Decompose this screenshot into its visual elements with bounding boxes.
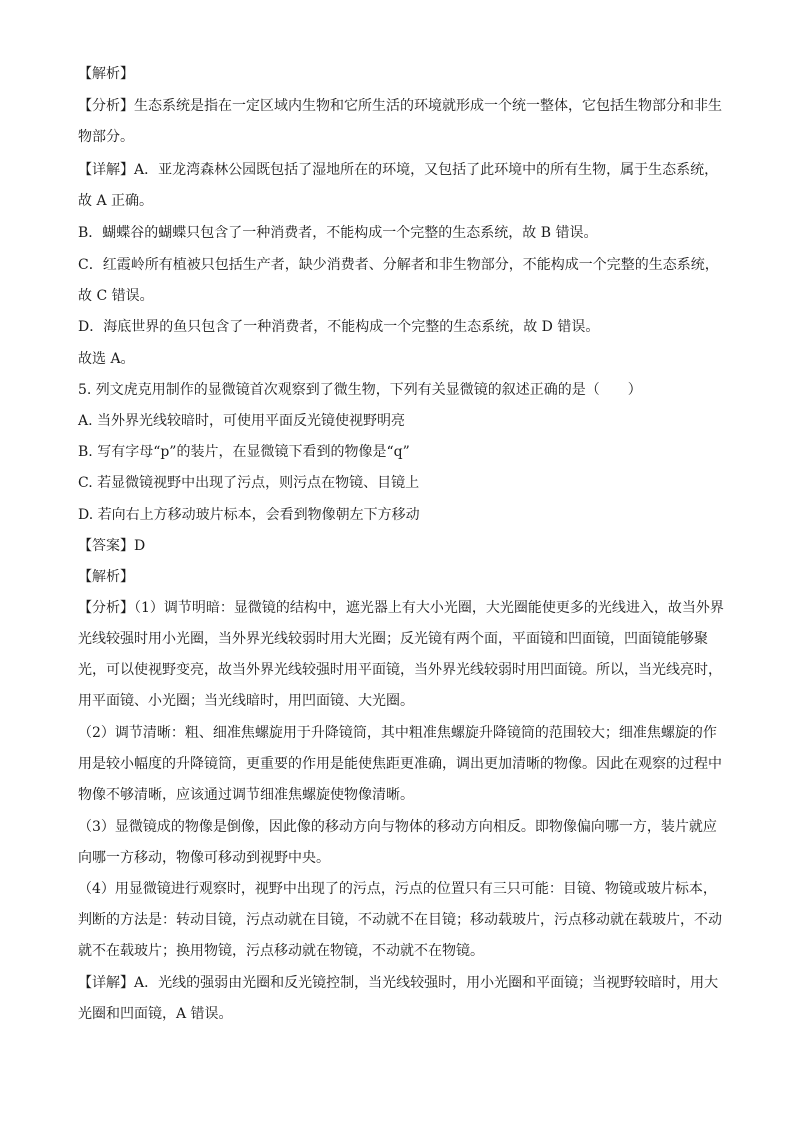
paragraph-line: C．红霞岭所有植被只包括生产者，缺少消费者、分解者和非生物部分，不能构成一个完整的生态系统， — [78, 257, 719, 273]
paragraph-line: （4）用显微镜进行观察时，视野中出现了的污点，污点的位置只有三只可能：目镜、物镜或玻片标本， — [78, 881, 717, 897]
paragraph-line: 【详解】A．光线的强弱由光圈和反光镜控制，当光线较强时，用小光圈和平面镜；当视野较暗时，用大 — [78, 975, 719, 991]
paragraph-line: 就不在载玻片；换用物镜，污点移动就在物镜，不动就不在物镜。 — [78, 943, 484, 959]
paragraph-line: （3）显微镜成的物像是倒像，因此像的移动方向与物体的移动方向相反。即物像偏向哪一方，装片就应 — [78, 819, 717, 835]
section-heading-analysis: 【解析】 — [78, 66, 134, 82]
paragraph-line: 光线较强时用小光圈，当外界光线较弱时用大光圈；反光镜有两个面，平面镜和凹面镜，凹面镜能够聚 — [78, 631, 708, 647]
option-d: D. 若向右上方移动玻片标本，会看到物像朝左下方移动 — [78, 507, 420, 523]
paragraph-line: B．蝴蝶谷的蝴蝶只包含了一种消费者，不能构成一个完整的生态系统，故 B 错误。 — [78, 225, 598, 241]
option-a: A. 当外界光线较暗时，可使用平面反光镜使视野明亮 — [78, 413, 406, 429]
paragraph-line: 用是较小幅度的升降镜筒，更重要的作用是能使焦距更准确，调出更加清晰的物像。因此在观察的过程中 — [78, 756, 722, 772]
paragraph-line: 【分析】生态系统是指在一定区域内生物和它所生活的环境就形成一个统一整体，它包括生物部分和非生 — [78, 98, 722, 114]
paragraph-line: 故选 A。 — [78, 351, 135, 367]
paragraph-line: D．海底世界的鱼只包含了一种消费者，不能构成一个完整的生态系统，故 D 错误。 — [78, 319, 600, 335]
paragraph-line: 判断的方法是：转动目镜，污点动就在目镜，不动就不在目镜；移动载玻片，污点移动就在载玻片，不动 — [78, 912, 722, 928]
paragraph-line: 向哪一方移动，物像可移动到视野中央。 — [78, 850, 330, 866]
option-c: C. 若显微镜视野中出现了污点，则污点在物镜、目镜上 — [78, 475, 420, 491]
paragraph-line: 故 A 正确。 — [78, 193, 154, 209]
paragraph-line: 【分析】（1）调节明暗：显微镜的结构中，遮光器上有大小光圈，大光圈能使更多的光线进入，故当外界 — [78, 600, 724, 616]
question-stem: 5. 列文虎克用制作的显微镜首次观察到了微生物，下列有关显微镜的叙述正确的是（ ） — [78, 382, 642, 398]
paragraph-line: 物部分。 — [78, 129, 134, 145]
paragraph-line: 【详解】A．亚龙湾森林公园既包括了湿地所在的环境，又包括了此环境中的所有生物，属于生态系统， — [78, 162, 719, 178]
paragraph-line: 光，可以使视野变亮，故当外界光线较强时用平面镜，当外界光线较弱时用凹面镜。所以，当光线亮时， — [78, 662, 722, 678]
option-b: B. 写有字母“p”的装片，在显微镜下看到的物像是“q” — [78, 444, 410, 460]
answer-line: 【答案】D — [78, 538, 146, 554]
paragraph-line: 光圈和凹面镜，A 错误。 — [78, 1006, 233, 1022]
paragraph-line: 用平面镜、小光圈；当光线暗时，用凹面镜、大光圈。 — [78, 693, 414, 709]
paragraph-line: 物像不够清晰，应该通过调节细准焦螺旋使物像清晰。 — [78, 787, 414, 803]
section-heading-analysis: 【解析】 — [78, 569, 134, 585]
paragraph-line: 故 C 错误。 — [78, 288, 154, 304]
paragraph-line: （2）调节清晰：粗、细准焦螺旋用于升降镜筒，其中粗准焦螺旋升降镜筒的范围较大；细准焦螺旋的作 — [78, 725, 717, 741]
